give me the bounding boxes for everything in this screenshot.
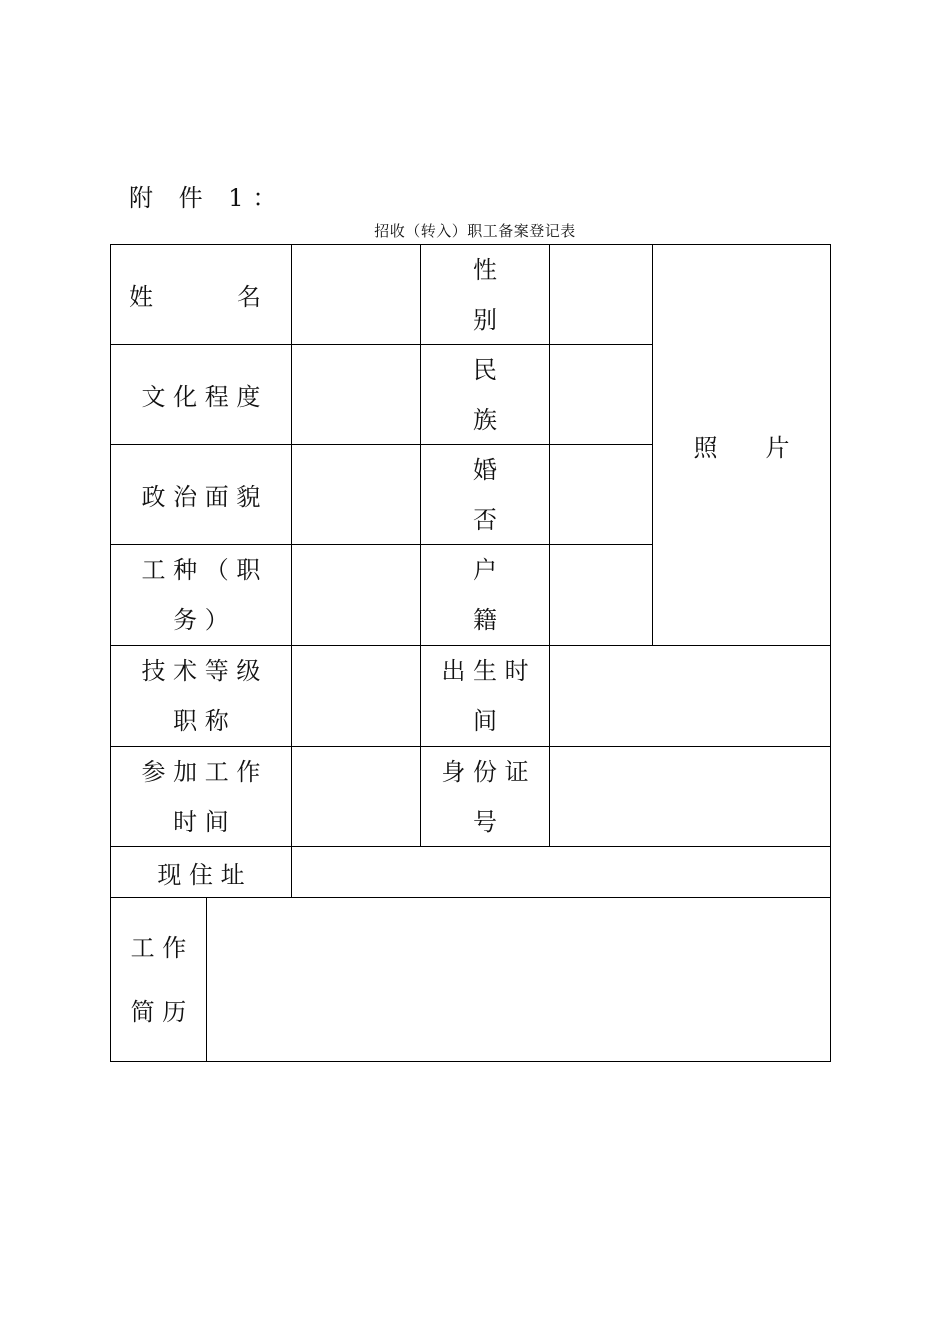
tech-grade-label-cell	[111, 646, 291, 746]
name-label-cell	[111, 245, 291, 344]
name-field[interactable]	[292, 245, 420, 344]
work-history-label-line1: 工 作	[130, 933, 187, 962]
work-start-label-line2: 时 间	[173, 807, 229, 836]
id-field[interactable]	[550, 747, 830, 846]
work-history-field[interactable]	[207, 898, 830, 1061]
table-border-right	[830, 244, 831, 1062]
name-label: 姓 名	[129, 283, 273, 311]
hukou-label-cell	[421, 545, 549, 645]
political-field[interactable]	[292, 445, 420, 544]
work-start-field[interactable]	[292, 747, 420, 846]
address-label-cell	[111, 847, 291, 897]
ethnicity-label-line1: 民	[473, 355, 497, 384]
work-start-label-line1: 参 加 工 作	[141, 757, 261, 786]
work-history-label-cell	[111, 898, 206, 1061]
gender-label-cell	[421, 245, 549, 344]
education-field[interactable]	[292, 345, 420, 444]
birth-field[interactable]	[550, 646, 830, 746]
tech-grade-label-line1: 技 术 等 级	[141, 657, 261, 685]
marital-label-line2: 否	[473, 505, 497, 534]
photo-label: 照 片	[693, 433, 790, 462]
job-type-label-line1: 工 种 （ 职	[141, 556, 261, 584]
job-type-label-cell	[111, 545, 291, 645]
work-start-label-cell	[111, 747, 291, 846]
birth-label-cell	[421, 646, 549, 746]
birth-label-line1: 出 生 时	[441, 657, 529, 685]
marital-label-cell	[421, 445, 549, 544]
political-label-cell	[111, 445, 291, 544]
tech-grade-field[interactable]	[292, 646, 420, 746]
hukou-label-line1: 户	[473, 556, 497, 584]
education-label-cell	[111, 345, 291, 444]
political-label: 政 治 面 貌	[141, 483, 261, 511]
job-type-label-line2: 务 ）	[173, 606, 229, 634]
table-border-bottom	[110, 1061, 831, 1062]
gender-label-line2: 别	[473, 305, 497, 334]
gender-label-line1: 性	[473, 255, 497, 284]
tech-grade-label-line2: 职 称	[173, 707, 229, 735]
job-type-field[interactable]	[292, 545, 420, 645]
form-title: 招收（转入）职工备案登记表	[374, 222, 576, 240]
id-label-line2: 号	[473, 807, 497, 836]
work-history-label-line2: 简 历	[130, 997, 187, 1026]
address-label: 现 住 址	[157, 860, 245, 889]
ethnicity-label-line2: 族	[473, 405, 497, 434]
education-label: 文 化 程 度	[141, 383, 261, 411]
attachment-label: 附 件 1：	[129, 184, 286, 212]
address-field[interactable]	[292, 847, 830, 897]
hukou-label-line2: 籍	[473, 606, 497, 634]
marital-field[interactable]	[550, 445, 652, 544]
gender-field[interactable]	[550, 245, 652, 344]
photo-box[interactable]	[653, 245, 830, 645]
hukou-field[interactable]	[550, 545, 652, 645]
ethnicity-label-cell	[421, 345, 549, 444]
birth-label-line2: 间	[473, 707, 497, 735]
ethnicity-field[interactable]	[550, 345, 652, 444]
id-label-cell	[421, 747, 549, 846]
marital-label-line1: 婚	[473, 455, 497, 484]
id-label-line1: 身 份 证	[441, 757, 529, 786]
